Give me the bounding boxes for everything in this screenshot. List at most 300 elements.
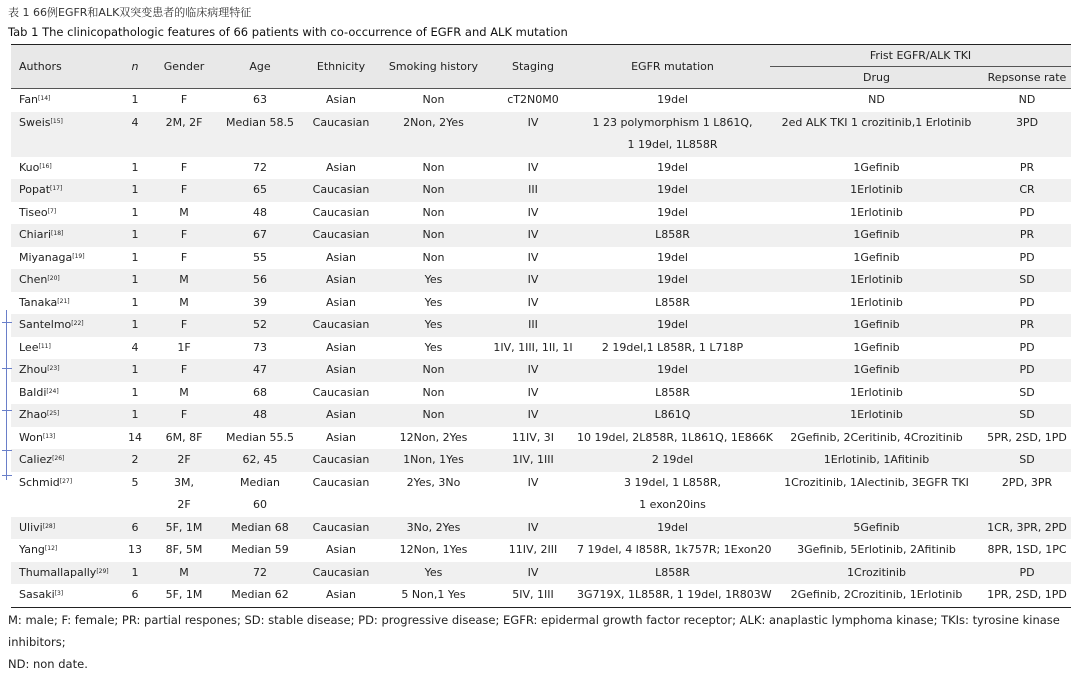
cell-staging [491,179,575,202]
cell-drug [770,157,983,180]
table-body [11,89,1071,608]
cell-smoking-line: Non [422,160,445,174]
cell-staging-line: 5IV, 1III [512,588,554,601]
cell-smoking [376,157,491,180]
cell-age-line: 67 [253,228,267,241]
cell-author [11,584,116,607]
table-row [11,247,1071,270]
reference-number: [17] [50,185,63,192]
cell-ethnicity-line: Caucasian [312,385,370,399]
cell-egfr-line: 10 19del, 2L858R, 1L861Q, 1E866K [577,430,773,444]
cell-response [983,472,1071,517]
cell-n-line: 1 [131,228,139,241]
cell-staging [491,584,575,607]
table-row [11,292,1071,315]
cell-age-line: 48 [253,408,267,421]
cell-age-line: 47 [253,363,267,376]
cell-staging-line: IV [527,565,539,579]
cell-response [983,89,1071,112]
cell-staging [491,382,575,405]
cell-age-line: Median 55.5 [226,430,294,444]
cell-staging [491,562,575,585]
cell-egfr-line: L861Q [654,408,691,421]
cell-smoking-line: Non [422,250,445,264]
cell-response-line: SD [1019,273,1035,286]
reference-number: [7] [47,207,57,215]
reference-number: [20] [47,275,60,282]
cell-egfr-line: 19del [657,250,688,264]
cell-smoking-line: 1Non, 1Yes [403,453,464,466]
cell-drug-line: 5Gefinib [853,520,900,534]
cell-gender-line: F [180,160,188,174]
cell-smoking-line: 2Yes, 3No [406,475,461,489]
cell-staging-line: cT2N0M0 [507,93,559,106]
cell-age [214,404,306,427]
cell-n-line: 2 [131,453,139,466]
cell-drug-line: 1Erlotinib [850,408,903,421]
cell-ethnicity [306,314,376,337]
reference-number: [28] [42,522,56,530]
header-staging: Staging [491,45,575,89]
cell-drug-line: ND [868,93,885,106]
reference-number: [3] [54,590,64,597]
cell-egfr-line: 19del [657,205,688,219]
reference-number: [27] [59,477,73,485]
cell-gender [154,202,214,225]
author-name: Caliez [19,453,53,466]
cell-smoking [376,584,491,607]
cell-gender [154,517,214,540]
cell-gender [154,89,214,112]
cell-response [983,449,1071,472]
cell-drug-line: 1Gefinib [853,363,900,376]
cell-staging-line: III [528,318,538,331]
cell-smoking-line: Non [422,408,445,421]
cell-gender-line: M [179,273,189,286]
cell-egfr-line: 3G719X, 1L858R, 1 19del, 1R803W [577,588,772,601]
table-row [11,584,1071,607]
cell-smoking [376,337,491,360]
table-row [11,89,1071,112]
cell-age-line: 73 [253,340,267,354]
author-name: Sweis [19,115,51,129]
cell-drug-line: 1Gefinib [853,318,900,331]
cell-gender [154,449,214,472]
cell-response [983,562,1071,585]
cell-response [983,292,1071,315]
author-name: Thumallapally [19,565,97,579]
cell-ethnicity-line: Asian [325,93,357,106]
cell-ethnicity [306,359,376,382]
cell-ethnicity-line: Asian [325,363,357,376]
table-row [11,337,1071,360]
cell-egfr [575,89,770,112]
cell-drug [770,562,983,585]
cell-staging [491,247,575,270]
cell-author [11,337,116,360]
cell-n-line: 6 [131,520,139,534]
author-name: Zhou [19,363,48,376]
cell-age [214,359,306,382]
cell-response-line: CR [1019,183,1035,196]
reference-number: [19] [72,252,85,260]
cell-ethnicity-line: Caucasian [312,475,370,489]
cell-egfr [575,562,770,585]
author-name: Won [19,430,43,444]
cell-ethnicity [306,337,376,360]
cell-age [214,562,306,585]
cell-age [214,427,306,450]
cell-gender [154,292,214,315]
cell-staging-line: IV [527,273,539,286]
cell-staging [491,472,575,517]
cell-smoking-line: Non [422,205,445,219]
table-row [11,517,1071,540]
cell-smoking-line: Non [422,363,445,376]
cell-smoking-line: Non [422,228,445,241]
cell-staging [491,112,575,157]
cell-author [11,359,116,382]
header-response-rate: Repsonse rate [983,67,1071,89]
cell-drug [770,292,983,315]
cell-egfr-line: L858R [655,385,690,399]
cell-gender [154,247,214,270]
cell-response-line: PD [1019,295,1035,309]
header-n: n [116,45,154,89]
cell-gender [154,382,214,405]
cell-egfr [575,157,770,180]
cell-staging-line: IV [527,475,539,489]
cell-gender-line: F [180,228,188,241]
cell-egfr [575,112,770,157]
cell-drug-line: 1Gefinib [853,250,900,264]
cell-ethnicity [306,449,376,472]
cell-n [116,517,154,540]
cell-egfr-line: 19del [657,160,688,174]
cell-age-line-2: 60 [253,498,267,511]
cell-age [214,382,306,405]
cell-response-line: 1CR, 3PR, 2PD [987,520,1067,534]
cell-drug-line: 2Gefinib, 2Ceritinib, 4Crozitinib [790,430,963,444]
cell-egfr [575,427,773,450]
reference-number: [16] [39,162,52,170]
cell-response-line: 2PD, 3PR [1001,475,1053,489]
table-row [11,269,1071,292]
cell-gender [154,112,214,157]
cell-drug [770,449,983,472]
cell-response-line: ND [1018,93,1036,106]
cell-ethnicity-line: Asian [325,295,357,309]
cell-drug [770,382,983,405]
cell-staging [491,539,575,562]
cell-gender-line: F [180,363,188,376]
cell-egfr [575,539,770,562]
cell-smoking-line: 12Non, 1Yes [399,543,468,556]
cell-drug [770,584,983,607]
cell-response-line: SD [1019,453,1035,466]
table-row [11,382,1071,405]
cell-age-line: Median 58.5 [226,115,294,129]
cell-drug-line: 3Gefinib, 5Erlotinib, 2Afitinib [797,543,956,556]
author-name: Chen [19,273,48,286]
cell-age [214,337,306,360]
cell-ethnicity-line: Asian [325,273,357,286]
cell-smoking-line: 12Non, 2Yes [399,430,468,444]
cell-egfr [575,179,770,202]
cell-gender [154,427,214,450]
cell-response-line: PD [1019,250,1035,264]
cell-egfr-line: 19del [657,93,688,106]
cell-response [983,359,1071,382]
cell-staging-line: IV [527,228,539,241]
cell-response [983,404,1071,427]
cell-egfr-line: 1 23 polymorphism 1 L861Q, [592,115,753,129]
cell-egfr [575,404,770,427]
cell-age-line: 65 [253,183,267,196]
table-row [11,472,1071,517]
cell-age-line: Median 62 [231,588,289,601]
cell-response-line: PR [1019,160,1035,174]
margin-annotation-marks [0,310,14,480]
cell-age-line: 72 [253,565,267,579]
cell-age-line: Median 59 [231,543,289,556]
cell-staging-line: IV [527,160,539,174]
reference-number: [25] [46,410,60,417]
cell-age-line: 72 [253,160,267,174]
cell-n-line: 13 [128,543,142,556]
cell-author [11,269,116,292]
cell-drug [770,404,983,427]
cell-response-line: 8PR, 1SD, 1PC [987,543,1067,556]
cell-drug [770,539,983,562]
table-footnote [8,609,1076,675]
cell-response [983,517,1071,540]
author-name: Zhao [19,408,47,421]
cell-staging [491,292,575,315]
cell-gender [154,337,214,360]
cell-age [214,472,306,517]
cell-smoking [376,472,491,517]
cell-drug-line: 1Gefinib [853,160,900,174]
cell-response-line: 1PR, 2SD, 1PD [987,588,1067,601]
cell-gender-line: F [180,250,188,264]
cell-age [214,224,306,247]
header-first-tki: Frist EGFR/ALK TKI [770,45,1071,67]
cell-smoking [376,269,491,292]
cell-n [116,359,154,382]
cell-staging-line: 1IV, 1III, 1II, 1I [493,340,573,354]
cell-ethnicity-line: Caucasian [312,115,370,129]
cell-drug-line: 1Crozitinib, 1Alectinib, 3EGFR TKI [784,475,969,489]
cell-smoking-line: Non [422,385,445,399]
cell-egfr-line: 19del [657,363,688,376]
cell-egfr [575,472,770,517]
cell-smoking-line: Yes [424,273,443,286]
cell-smoking [376,562,491,585]
cell-staging-line: 11IV, 2III [508,543,558,556]
cell-ethnicity-line: Asian [325,408,357,421]
table-row [11,314,1071,337]
reference-number: [11] [38,342,51,350]
cell-staging-line: IV [527,295,539,309]
cell-response-line: SD [1019,408,1035,421]
cell-egfr-line: L858R [655,565,690,579]
cell-author [11,179,116,202]
reference-number: [22] [71,320,84,327]
cell-egfr [575,382,770,405]
table-row [11,157,1071,180]
cell-staging [491,89,575,112]
cell-gender [154,269,214,292]
cell-age [214,449,306,472]
cell-age-line: 56 [253,273,267,286]
table-row [11,112,1071,157]
cell-egfr [575,449,770,472]
cell-smoking [376,247,491,270]
cell-author [11,157,116,180]
cell-age-line: 39 [253,295,267,309]
cell-response-line: SD [1019,385,1035,399]
cell-author [11,112,116,157]
cell-n [116,562,154,585]
author-name: Tiseo [19,205,48,219]
cell-drug-line: 1Erlotinib [850,385,903,399]
header-drug: Drug [770,67,983,89]
cell-ethnicity [306,517,376,540]
cell-age-line: 52 [253,318,267,331]
cell-gender [154,472,214,517]
cell-ethnicity [306,427,376,450]
cell-staging [491,517,575,540]
cell-drug [770,359,983,382]
cell-staging-line: IV [527,363,539,376]
cell-gender-line: 2M, 2F [165,115,203,129]
cell-ethnicity-line: Asian [325,160,357,174]
reference-number: [21] [57,297,70,305]
cell-response [983,314,1071,337]
cell-ethnicity [306,269,376,292]
cell-egfr-line-2: 1 19del, 1L858R [627,138,718,151]
cell-ethnicity-line: Asian [325,250,357,264]
cell-ethnicity [306,292,376,315]
cell-n [116,247,154,270]
cell-author [11,427,116,450]
header-smoking-history: Smoking history [376,45,491,89]
cell-gender-line: F [180,408,188,421]
cell-response-line: PD [1019,363,1035,376]
cell-response [983,247,1071,270]
cell-response [983,584,1071,607]
reference-number: [14] [38,95,51,102]
cell-gender [154,539,214,562]
cell-n [116,427,154,450]
cell-drug [770,337,983,360]
cell-age [214,247,306,270]
cell-egfr-line: 19del [657,520,688,534]
footnote-nd: ND: non date. [8,657,88,671]
table-row [11,449,1071,472]
cell-smoking-line: Yes [424,340,443,354]
cell-response [983,179,1071,202]
cell-gender [154,404,214,427]
cell-response [983,112,1071,157]
cell-age [214,157,306,180]
cell-n [116,179,154,202]
author-name: Baldi [19,385,47,399]
cell-egfr [575,247,770,270]
cell-n [116,539,154,562]
cell-n [116,292,154,315]
cell-n-line: 14 [128,430,142,444]
cell-n [116,449,154,472]
footnote-abbreviations: M: male; F: female; PR: partial respones; SD: stable disease; PD: progressive disease; EGFR: epidermal growth factor receptor; ALK: anaplastic lymphoma kinase; TKIs: tyrosine kinase inhibitors; [8,613,1060,649]
header-age: Age [214,45,306,89]
cell-drug-line: 1Erlotinib [850,205,903,219]
cell-response [983,269,1071,292]
cell-smoking-line: Yes [424,295,443,309]
cell-age [214,202,306,225]
cell-drug [770,427,983,450]
cell-ethnicity-line: Caucasian [312,228,370,241]
cell-n-line: 4 [131,340,139,354]
cell-n-line: 1 [131,93,139,106]
cell-egfr-line: L858R [655,228,690,241]
cell-staging-line: IV [527,520,539,534]
cell-drug [770,517,983,540]
cell-gender [154,179,214,202]
cell-response-line: PD [1019,565,1035,579]
cell-n-line: 1 [131,385,139,399]
author-name: Tanaka [19,295,58,309]
cell-egfr-line-2: 1 exon20ins [639,498,706,511]
cell-smoking [376,314,491,337]
cell-staging [491,337,575,360]
cell-egfr [575,269,770,292]
cell-response [983,224,1071,247]
cell-response-line: PD [1019,205,1035,219]
cell-smoking [376,179,491,202]
author-name: Kuo [19,160,40,174]
header-egfr-mutation: EGFR mutation [575,45,770,89]
cell-n [116,224,154,247]
cell-gender [154,359,214,382]
cell-age-line: 55 [253,250,267,264]
cell-gender-line-2: 2F [177,498,191,511]
cell-staging-line: IV [527,408,539,421]
cell-age-line: 68 [253,385,267,399]
cell-ethnicity [306,562,376,585]
cell-smoking [376,382,491,405]
cell-n-line: 1 [131,318,139,331]
table-row [11,562,1071,585]
cell-gender-line: 8F, 5M [165,543,203,556]
cell-smoking-line: Non [422,93,445,106]
cell-gender-line: 5F, 1M [165,520,203,534]
cell-ethnicity [306,382,376,405]
cell-smoking [376,359,491,382]
cell-age [214,517,306,540]
cell-drug-line: 1Erlotinib, 1Afitinib [823,453,930,466]
cell-n [116,157,154,180]
cell-response [983,539,1071,562]
cell-drug [770,472,983,517]
cell-gender-line: 3M, [174,475,194,489]
cell-ethnicity-line: Caucasian [312,205,370,219]
cell-n-line: 1 [131,565,139,579]
reference-number: [26] [52,455,65,462]
cell-ethnicity [306,404,376,427]
cell-smoking-line: Yes [424,565,443,579]
